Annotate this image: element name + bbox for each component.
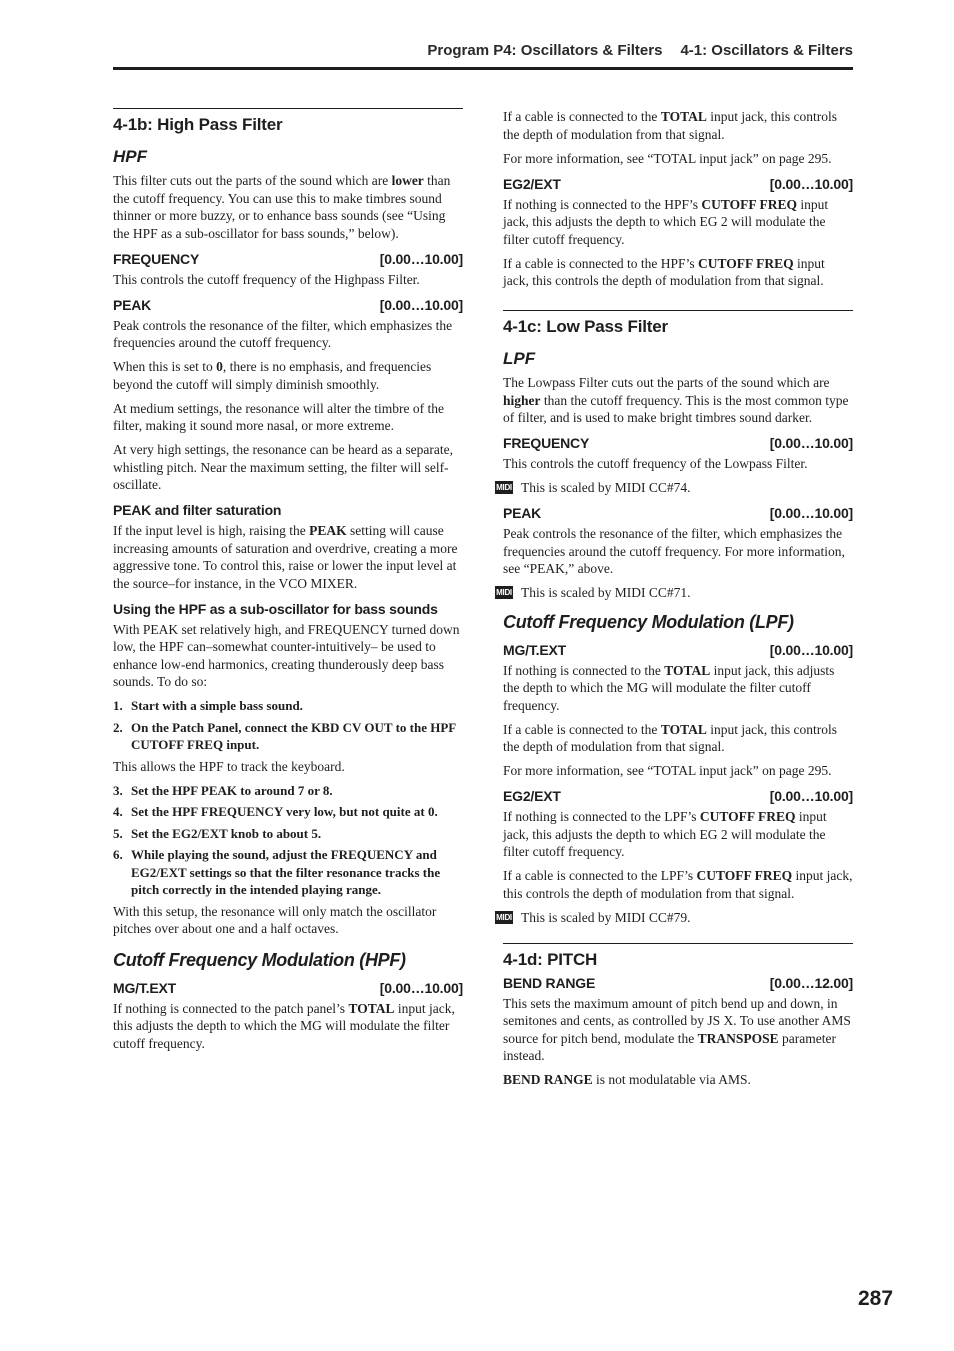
midi-icon: MIDI bbox=[496, 912, 512, 922]
list-item: 6. While playing the sound, adjust the FREQUENCY and EG2/EXT settings so that the filter resonance tracks the pitch correctly in the intended playing range. bbox=[113, 847, 441, 897]
hpf-section bbox=[113, 108, 463, 1052]
lpf-mgtext-p1: If nothing is connected to the TOTAL input jack, this adjusts the depth to which the MG will modulate the filter cutoff frequency. bbox=[503, 662, 835, 713]
list-item: 4. Set the HPF FREQUENCY very low, but not quite at 0. bbox=[113, 804, 438, 819]
lpf-eg2ext-p1: If nothing is connected to the LPF’s CUTOFF FREQ input jack, this adjusts the depth to which EG 2 will modulate the filter cutoff frequency. bbox=[503, 809, 827, 859]
bend-range-p2: BEND RANGE is not modulatable via AMS. bbox=[503, 1072, 751, 1087]
steps-list-b bbox=[113, 782, 463, 899]
param-bend-range: BEND RANGE [0.00…12.00] bbox=[503, 974, 853, 991]
hpf-intro: This filter cuts out the parts of the sound which are lower than the cutoff frequency. You can use this to make timbres sound thinner or more buzzy, or to enhance bass sounds (see “Using the HPF as a sub-oscillator for bass sounds,” below). bbox=[113, 173, 451, 241]
lpf-mgtext-p3: For more information, see “TOTAL input jack” on page 295. bbox=[503, 763, 832, 778]
lpf-peak-desc: Peak controls the resonance of the filter, which emphasizes the frequencies around the cutoff frequency. For more information, see “PEAK,” above. bbox=[503, 526, 845, 576]
subtitle-lpf: LPF bbox=[503, 349, 536, 368]
suboscillator-title: Using the HPF as a sub-oscillator for bass sounds bbox=[113, 600, 438, 617]
left-column bbox=[113, 108, 463, 1059]
list-item: 3. Set the HPF PEAK to around 7 or 8. bbox=[113, 782, 333, 798]
hpf-eg2ext-p1: If nothing is connected to the HPF’s CUTOFF FREQ input jack, this adjusts the depth to which EG 2 will modulate the filter cutoff frequency. bbox=[503, 196, 829, 247]
hpf-mgtext-p2: If a cable is connected to the TOTAL input jack, this controls the depth of modulation from that signal. bbox=[503, 109, 837, 142]
header-chapter: Program P4: Oscillators & Filters bbox=[427, 42, 663, 59]
page-number: 287 bbox=[858, 1287, 894, 1310]
steps-list-a bbox=[113, 697, 463, 754]
param-lpf-peak: PEAK [0.00…10.00] bbox=[503, 505, 853, 521]
hpf-peak-p2: When this is set to 0, there is no emphasis, and frequencies beyond the cutoff will simply diminish smoothly. bbox=[113, 359, 432, 392]
suboscillator-intro: With PEAK set relatively high, and FREQUENCY turned down low, the HPF can–somewhat counter-intuitively– be used to enhance low-end harmonics, creating thunderously deep bass sounds. To do so: bbox=[113, 621, 460, 689]
pitch-section bbox=[503, 943, 853, 1089]
lpf-section bbox=[496, 310, 853, 926]
suboscillator-note: This allows the HPF to track the keyboard. bbox=[113, 758, 345, 774]
param-hpf-eg2ext: EG2/EXT [0.00…10.00] bbox=[503, 175, 853, 192]
header-section: 4-1: Oscillators & Filters bbox=[680, 42, 853, 59]
midi-note: MIDI This is scaled by MIDI CC#74. bbox=[496, 480, 691, 495]
lpf-intro: The Lowpass Filter cuts out the parts of the sound which are higher than the cutoff frequency. This is the most common type of filter, and is used to make bright timbres sound darker. bbox=[503, 375, 849, 425]
suboscillator-outro: With this setup, the resonance will only match the oscillator pitches over about one and a half octaves. bbox=[113, 903, 437, 936]
running-header bbox=[113, 42, 853, 59]
bend-range-p1: This sets the maximum amount of pitch bend up and down, in semitones and cents, as controlled by JS X. To use another AMS source for pitch bend, modulate the TRANSPOSE parameter instead. bbox=[503, 995, 851, 1063]
list-item: 1. Start with a simple bass sound. bbox=[113, 698, 303, 713]
hpf-peak-p4: At very high settings, the resonance can be heard as a separate, whistling pitch. Near the maximum setting, the filter will self-oscillate. bbox=[113, 442, 453, 492]
midi-icon: MIDI bbox=[496, 483, 512, 493]
hpf-peak-p3: At medium settings, the resonance will alter the timbre of the filter, making it sound more nasal, or more extreme. bbox=[113, 400, 445, 433]
saturation-title: PEAK and filter saturation bbox=[113, 502, 282, 518]
lpf-frequency-desc: This controls the cutoff frequency of the Lowpass Filter. bbox=[503, 456, 808, 471]
lpf-mgtext-p2: If a cable is connected to the TOTAL input jack, this controls the depth of modulation from that signal. bbox=[503, 721, 837, 754]
param-hpf-peak: PEAK [0.00…10.00] bbox=[113, 296, 463, 313]
header-rule bbox=[113, 67, 853, 70]
subtitle-hpf: HPF bbox=[113, 147, 147, 166]
section-title-pitch: 4-1d: PITCH bbox=[503, 949, 598, 969]
section-title-hpf: 4-1b: High Pass Filter bbox=[113, 115, 283, 134]
param-lpf-frequency: FREQUENCY [0.00…10.00] bbox=[503, 435, 853, 451]
hpf-peak-p1: Peak controls the resonance of the filter, which emphasizes the frequencies around the cutoff frequency. bbox=[113, 317, 453, 350]
right-column bbox=[496, 108, 853, 1095]
lpf-eg2ext-p2: If a cable is connected to the LPF’s CUTOFF FREQ input jack, this controls the depth of modulation from that signal. bbox=[503, 868, 853, 901]
midi-note: MIDI This is scaled by MIDI CC#71. bbox=[496, 585, 691, 600]
section-title-lpf: 4-1c: Low Pass Filter bbox=[503, 317, 668, 336]
hpf-mod-title: Cutoff Frequency Modulation (HPF) bbox=[113, 949, 406, 970]
param-lpf-mgtext: MG/T.EXT [0.00…10.00] bbox=[503, 641, 853, 658]
hpf-frequency-desc: This controls the cutoff frequency of the Highpass Filter. bbox=[113, 271, 420, 287]
midi-icon: MIDI bbox=[496, 588, 512, 598]
midi-note: MIDI This is scaled by MIDI CC#79. bbox=[496, 909, 691, 925]
saturation-text: If the input level is high, raising the PEAK setting will cause increasing amounts of saturation and overdrive, creating a more aggressive tone. To control this, raise or lower the input level at the source–for instance, in the VCO MIXER. bbox=[113, 523, 458, 591]
hpf-eg2ext-p2: If a cable is connected to the HPF’s CUTOFF FREQ input jack, this controls the depth of modulation from that signal. bbox=[503, 255, 825, 288]
param-hpf-frequency: FREQUENCY [0.00…10.00] bbox=[113, 250, 463, 267]
list-item: 5. Set the EG2/EXT knob to about 5. bbox=[113, 825, 322, 841]
hpf-mgtext-p1: If nothing is connected to the patch panel’s TOTAL input jack, this adjusts the depth to which the MG will modulate the filter cutoff frequency. bbox=[113, 1000, 455, 1051]
list-item: 2. On the Patch Panel, connect the KBD CV OUT to the HPF CUTOFF FREQ input. bbox=[113, 719, 456, 752]
param-hpf-mgtext: MG/T.EXT [0.00…10.00] bbox=[113, 979, 463, 996]
lpf-mod-title: Cutoff Frequency Modulation (LPF) bbox=[503, 611, 794, 632]
param-lpf-eg2ext: EG2/EXT [0.00…10.00] bbox=[503, 788, 853, 804]
hpf-mgtext-p3: For more information, see “TOTAL input jack” on page 295. bbox=[503, 150, 832, 166]
